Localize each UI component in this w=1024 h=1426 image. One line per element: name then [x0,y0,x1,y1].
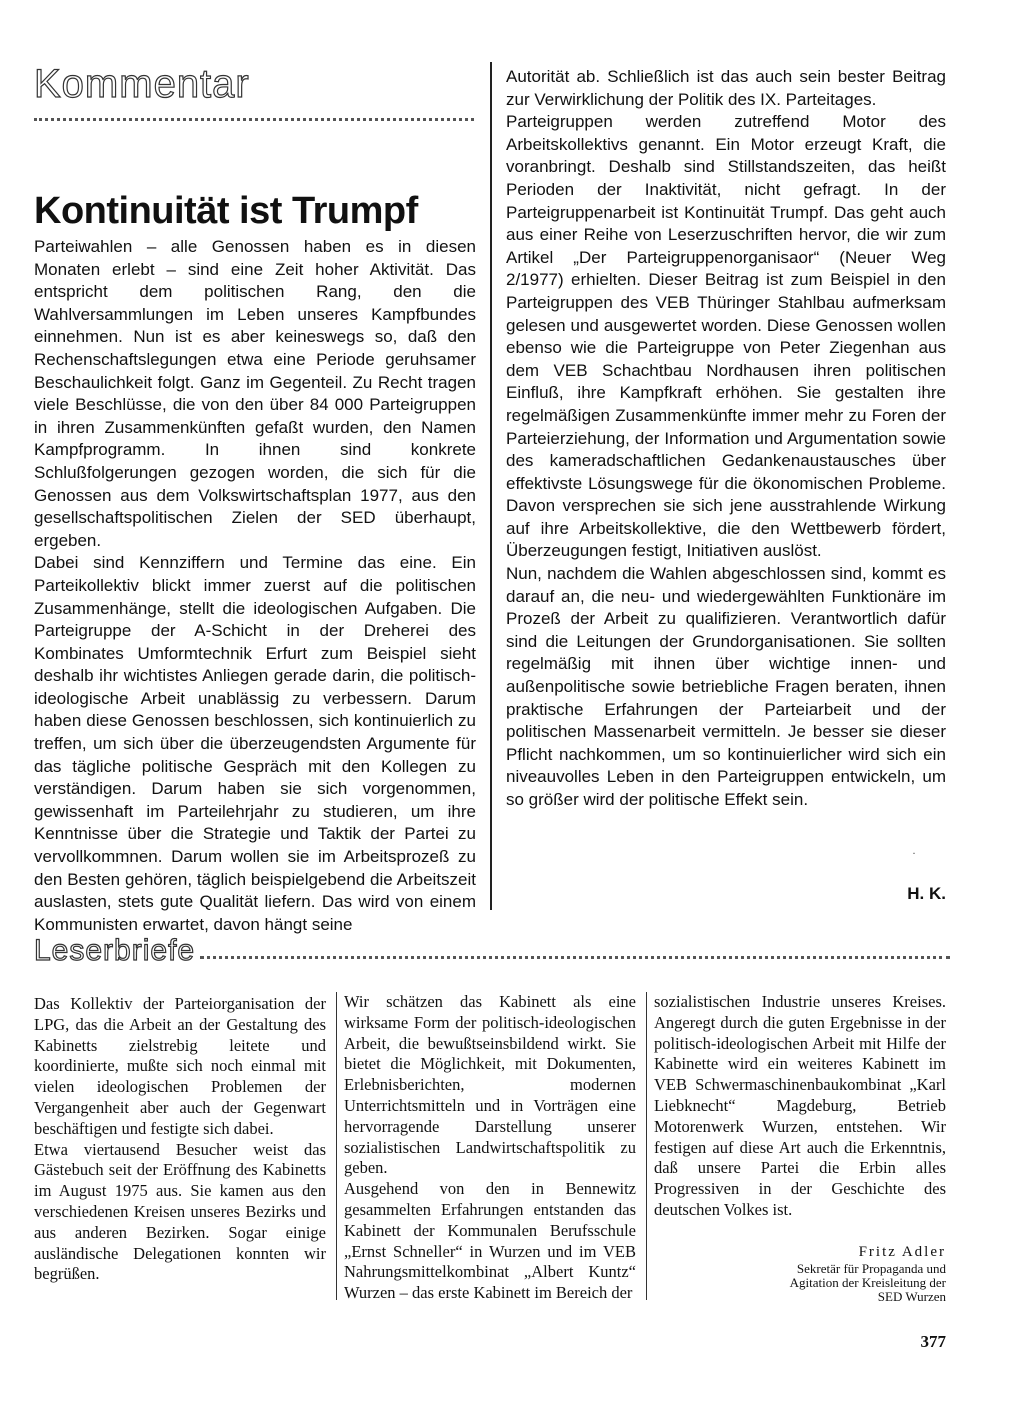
kommentar-column-1 [34,236,476,936]
section-rule [34,118,474,121]
paragraph: Das Kollektiv der Parteiorganisation der LPG, das die Arbeit an der Gestaltung des Kabinetts zielstrebig leitete und koordinierte, mußte sich noch einmal mit vielen ideologischen Problemen der Vergangenheit aber auch der Gegenwart beschäftigen und festigte sich dabei. [34,994,326,1138]
leserbriefe-column-3 [654,992,946,1221]
signature-title: Sekretär für Propaganda und [796,1261,946,1276]
paragraph: Dabei sind Kennziffern und Termine das eine. Ein Parteikollektiv blickt immer zuerst auf die politischen Zusammenhänge, stellt die ideologischen Aufgaben. Die Parteigruppe der A-Schicht in der Dreherei des Kombinates Umformtechnik Erfurt zum Beispiel sieht deshalb ihr wichtistes Anliegen gerade darin, die politisch-ideologische Arbeit unablässig zu verbessern. Darum haben diese Genossen beschlossen, sich kontinuierlich zu treffen, um sich über die überzeugendsten Argumente für das tägliche politische Gespräch mit den Kollegen zu verständigen. Darum haben sie sich vorgenommen, gewissenhaft im Parteilehrjahr zu studieren, um ihre Kenntnisse über die Strategie und Taktik der Partei zu vervollkommnen. Darum wollen sie im Arbeitsprozeß zu den Besten gehören, täglich beispielgebend die Arbeitszeit auslasten, stets gute Qualität liefern. Das wird von einem Kommunisten erwartet, davon hängt seine [34,553,476,934]
paragraph: Wir schätzen das Kabinett als eine wirksame Form der politisch-ideologischen Arbeit, die bewußtseinsbildend wirkt. Sie bietet die Möglichkeit, mit Dokumenten, Erlebnisberichten, modernen Unterrichtsmitteln und in Vorträgen eine hervorragende Darstellung unserer sozialistischen Landwirtschaftspolitik zu geben. [344,992,636,1178]
signature-name: Fritz Adler [858,1244,946,1260]
paragraph: Ausgehend von den in Bennewitz gesammelten Erfahrungen entstanden das Kabinett der Kommunalen Berufsschule „Ernst Schneller“ in Wurzen und im VEB Nahrungsmittelkombinat „Albert Kuntz“ Wurzen – das erste Kabinett im Bereich der [344,1179,636,1303]
signature-title: Agitation der Kreisleitung der [789,1275,946,1290]
page-number: 377 [920,1332,946,1351]
article-headline: Kontinuität ist Trumpf [34,190,418,233]
paragraph: Parteigruppen werden zutreffend Motor des Arbeitskollektivs genannt. Ein Motor erzeugt Kraft, die voranbringt. Deshalb sind Stillstandszeiten, das heißt Perioden der Inaktivität, nicht gefragt. In der Parteigruppenarbeit ist Kontinuität Trumpf. Das geht auch aus einer Reihe von Leserzuschriften hervor, die wir zum Artikel „Der Parteigruppenorganisaor“ (Neuer Weg 2/1977) erhielten. Dieser Beitrag ist zum Beispiel in den Parteigruppen des VEB Thüringer Stahlbau aufmerksam gelesen und ausgewertet worden. Diese Genossen wollen ebenso wie die Parteigruppe von Peter Ziegenhan aus dem VEB Schachtbau Nordhausen ihren politischen Einfluß, ihre Kampfkraft erhöhen. Sie gestalten ihre regelmäßigen Zusammenkünfte immer mehr zu Foren der Parteierziehung, der Information und Argumentation sowie des kameradschaftlichen Gedankenaustausches über effektivste Lösungswege für die ökonomischen Probleme. Davon versprechen sie sich jene ausstrahlende Wirkung auf ihre Arbeitskollektive, die den Wettbewerb fördert, Überzeugungen festigt, Initiativen auslöst. [506,112,946,561]
column-divider [336,992,337,1300]
paragraph: Autorität ab. Schließlich ist das auch sein bester Beitrag zur Verwirklichung der Politik des IX. Parteitages. [506,67,946,109]
section-rule [200,956,950,959]
kommentar-column-2 [506,66,946,812]
column-divider [490,62,492,910]
paragraph: Etwa viertausend Besucher weist das Gästebuch seit der Eröffnung des Kabinetts im August 1975 aus. Sie kamen aus den verschiedenen Kreisen unseres Bezirks und aus anderen Bezirken. Sogar einige ausländische Delegationen konnten wir begrüßen. [34,1139,326,1284]
leserbriefe-column-2 [344,992,636,1304]
paragraph: sozialistischen Industrie unseres Kreises. Angeregt durch die guten Ergebnisse in der politisch-ideologischen Arbeit mit Hilfe der Kabinette wird ein weiteres Kabinett im VEB Schwermaschinenbaukombinat „Karl Liebknecht“ Magdeburg, Betrieb Motorenwerk Wurzen, entstehen. Wir festigen auf diese Art auch die Erkenntnis, daß unsere Partei die Erbin alles Progressiven in der Geschichte des deutschen Volkes ist. [654,992,946,1219]
column-divider [646,992,647,1300]
leserbriefe-column-1 [34,994,326,1285]
paragraph: Parteiwahlen – alle Genossen haben es in diesen Monaten erlebt – sind eine Zeit hoher Aktivität. Das entspricht dem politischen Rang, den die Wahlversammlungen im Leben unseres Kampfbundes einnehmen. Nun ist es aber keineswegs so, daß den Rechenschaftslegungen etwa eine Periode geruhsamer Beschaulichkeit folgt. Ganz im Gegenteil. Zu Recht tragen viele Beschlüsse, die von den über 84 000 Parteigruppen in ihren Zusammenkünften gefaßt wurden, den Namen Kampfprogramm. In ihnen sind konkrete Schlußfolgerungen gezogen worden, die sich für die Genossen aus dem Volkswirtschaftsplan 1977, aus den gesellschaftspolitischen Zielen der SED überhaupt, ergeben. [34,237,476,550]
letter-signature [654,1242,946,1304]
author-initials: H. K. [907,884,946,903]
section-label-leserbriefe: Leserbriefe [34,934,196,967]
paragraph: Nun, nachdem die Wahlen abgeschlossen sind, kommt es darauf an, die neu- und wiedergewählten Funktionäre im Prozeß der Arbeit zu qualifizieren. Verantwortlich dafür sind die Leitungen der Grundorganisationen. Sie sollten regelmäßig mit ihnen über wichtige innen- und außenpolitische sowie betriebliche Fragen beraten, ihnen praktische Erfahrungen der Parteiarbeit und der politischen Massenarbeit vermitteln. Je besser sie dieser Pflicht nachkommen, um so kontinuierlicher wird sich ein niveauvolles Leben in den Parteigruppen entwickeln, um so größer wird der politische Effekt sein. [506,564,946,809]
signature-title: SED Wurzen [877,1289,946,1304]
print-mark: · [912,846,916,860]
section-label-kommentar: Kommentar [34,62,250,106]
